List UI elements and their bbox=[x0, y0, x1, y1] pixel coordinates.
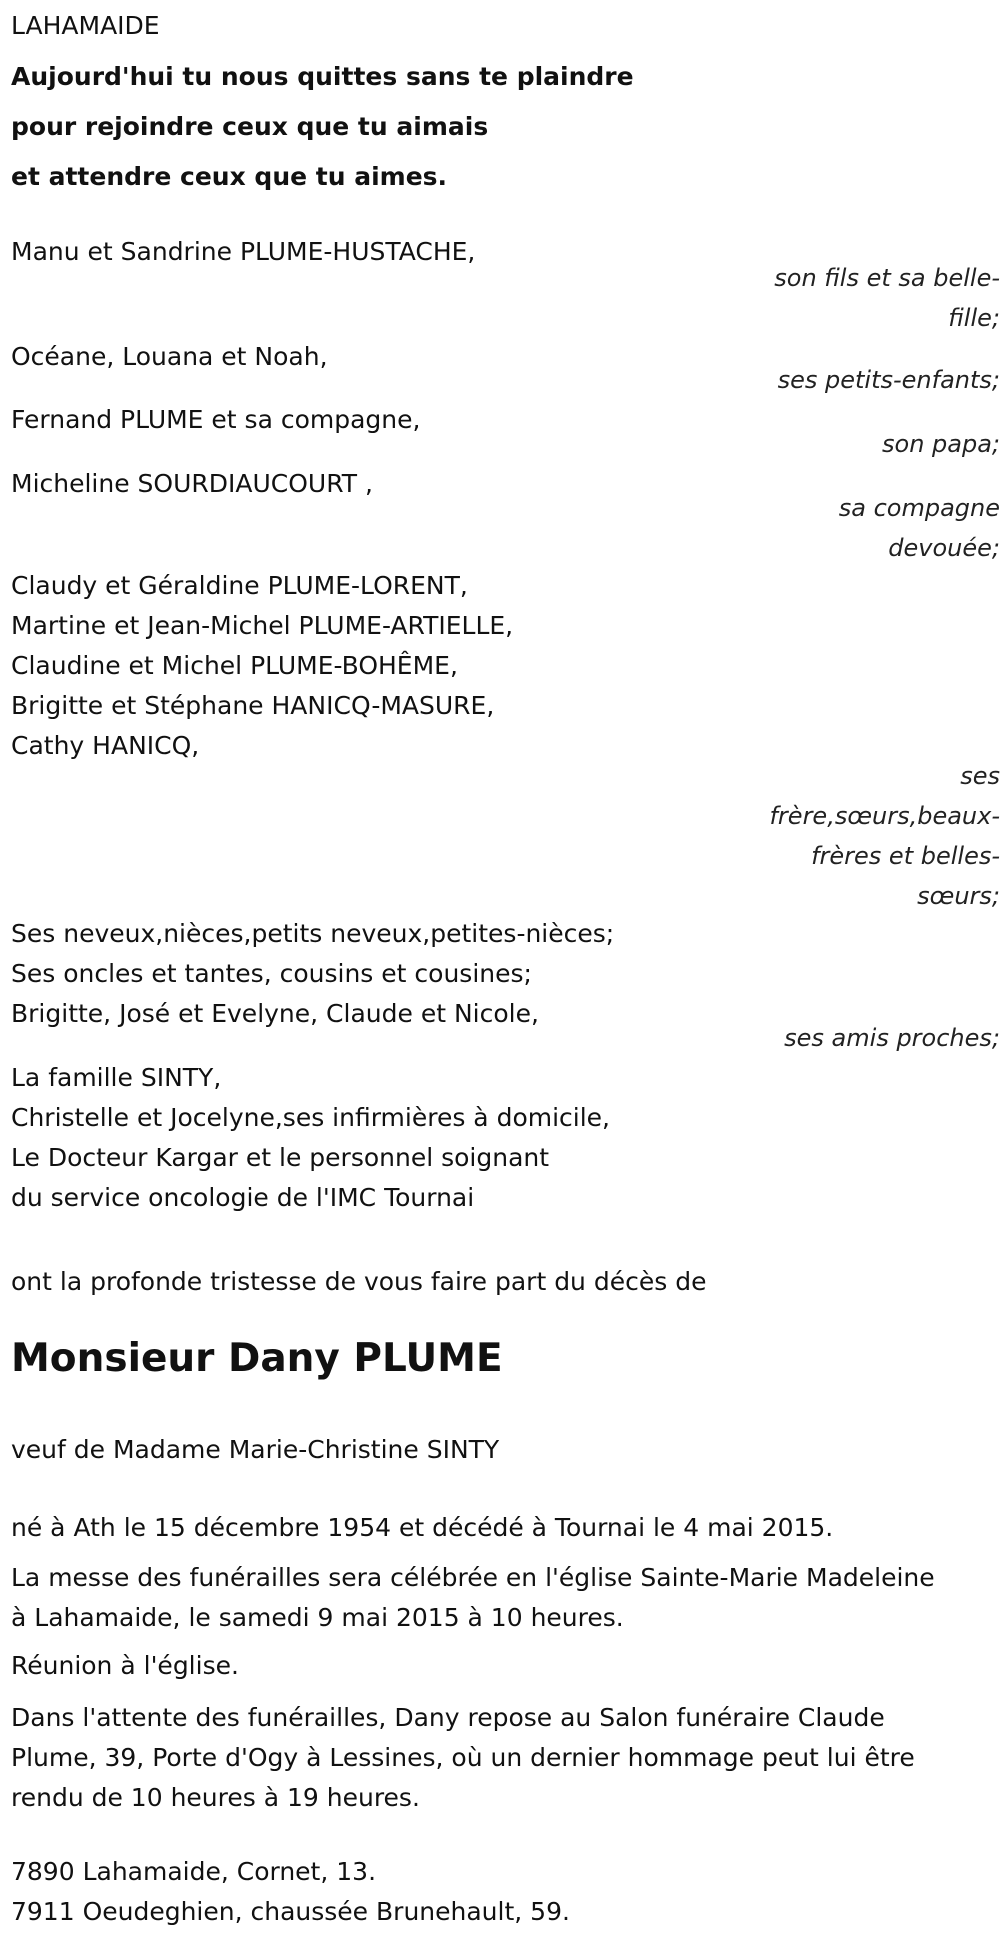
family-name-line: Manu et Sandrine PLUME-HUSTACHE, bbox=[11, 237, 476, 266]
funeral-text bbox=[11, 1558, 935, 1638]
announcement-text: ont la profonde tristesse de vous faire part du décès de bbox=[11, 1267, 707, 1296]
family-name-line: Océane, Louana et Noah, bbox=[11, 342, 328, 371]
place-name: LAHAMAIDE bbox=[11, 11, 160, 40]
relation-line: ses bbox=[960, 762, 1000, 790]
family-name-line: Claudine et Michel PLUME-BOHÊME, bbox=[11, 651, 458, 680]
family-name-line: Fernand PLUME et sa compagne, bbox=[11, 405, 421, 434]
family-relation bbox=[740, 1018, 1000, 1058]
family-names bbox=[11, 337, 328, 377]
relation-line: frères et belles- bbox=[811, 842, 1000, 870]
family-name-line: Martine et Jean-Michel PLUME-ARTIELLE, bbox=[11, 611, 514, 640]
family-names bbox=[11, 464, 373, 504]
wake-line: Plume, 39, Porte d'Ogy à Lessines, où un dernier hommage peut lui être bbox=[11, 1743, 915, 1772]
family-names bbox=[11, 914, 614, 1034]
relation-line: frère,sœurs,beaux- bbox=[769, 802, 1000, 830]
birth-death-text: né à Ath le 15 décembre 1954 et décédé à Tournai le 4 mai 2015. bbox=[11, 1513, 834, 1542]
family-name-line: La famille SINTY, bbox=[11, 1063, 222, 1092]
wake-line: Dans l'attente des funérailles, Dany repose au Salon funéraire Claude bbox=[11, 1703, 885, 1732]
relation-line: devouée; bbox=[888, 534, 1000, 562]
family-name-line: Christelle et Jocelyne,ses infirmières à domicile, bbox=[11, 1103, 610, 1132]
relation-line: fille; bbox=[948, 304, 1000, 332]
wake-line: rendu de 10 heures à 19 heures. bbox=[11, 1783, 420, 1812]
funeral-line: La messe des funérailles sera célébrée en l'église Sainte-Marie Madeleine bbox=[11, 1563, 935, 1592]
funeral-line: à Lahamaide, le samedi 9 mai 2015 à 10 heures. bbox=[11, 1603, 624, 1632]
poem bbox=[11, 52, 634, 202]
address-line: 7911 Oeudeghien, chaussée Brunehault, 59. bbox=[11, 1897, 570, 1926]
meeting-text: Réunion à l'église. bbox=[11, 1651, 239, 1680]
family-name-line: Ses neveux,nièces,petits neveux,petites-nièces; bbox=[11, 919, 615, 948]
family-relation bbox=[740, 424, 1000, 464]
family-name-line: Brigitte, José et Evelyne, Claude et Nicole, bbox=[11, 999, 539, 1028]
address-line: 7890 Lahamaide, Cornet, 13. bbox=[11, 1857, 377, 1886]
family-name-line: Micheline SOURDIAUCOURT , bbox=[11, 469, 373, 498]
family-name-line: Brigitte et Stéphane HANICQ-MASURE, bbox=[11, 691, 495, 720]
family-names bbox=[11, 400, 420, 440]
relation-line: ses petits-enfants; bbox=[777, 366, 1000, 394]
family-name-line: Ses oncles et tantes, cousins et cousines; bbox=[11, 959, 532, 988]
relation-line: sa compagne bbox=[838, 494, 1000, 522]
relation-line: sœurs; bbox=[917, 882, 1000, 910]
relation-line: son fils et sa belle- bbox=[774, 264, 1000, 292]
family-name-line: du service oncologie de l'IMC Tournai bbox=[11, 1183, 475, 1212]
family-names bbox=[11, 566, 513, 766]
widower-text: veuf de Madame Marie-Christine SINTY bbox=[11, 1435, 500, 1464]
family-name-line: Cathy HANICQ, bbox=[11, 731, 200, 760]
family-names bbox=[11, 232, 475, 272]
relation-line: ses amis proches; bbox=[784, 1024, 1000, 1052]
family-relation bbox=[740, 756, 1000, 916]
wake-text bbox=[11, 1698, 915, 1818]
deceased-name: Monsieur Dany PLUME bbox=[11, 1336, 503, 1381]
family-name-line: Le Docteur Kargar et le personnel soignant bbox=[11, 1143, 550, 1172]
poem-line: et attendre ceux que tu aimes. bbox=[11, 162, 448, 191]
addresses bbox=[11, 1852, 570, 1932]
poem-line: pour rejoindre ceux que tu aimais bbox=[11, 112, 489, 141]
relation-line: son papa; bbox=[882, 430, 1000, 458]
family-name-line: Claudy et Géraldine PLUME-LORENT, bbox=[11, 571, 468, 600]
poem-line: Aujourd'hui tu nous quittes sans te plaindre bbox=[11, 62, 634, 91]
family-names bbox=[11, 1058, 610, 1218]
family-relation bbox=[740, 360, 1000, 400]
family-relation bbox=[740, 488, 1000, 568]
family-relation bbox=[740, 258, 1000, 338]
